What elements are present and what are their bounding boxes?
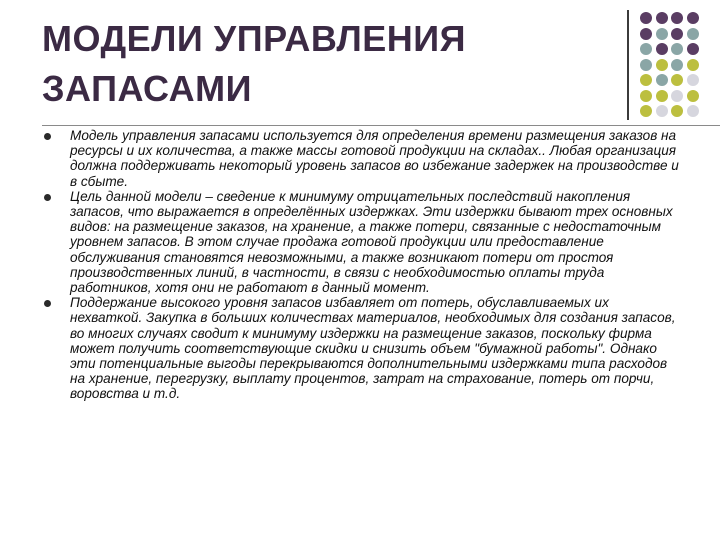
slide-title-line-1: МОДЕЛИ УПРАВЛЕНИЯ (42, 18, 467, 59)
decorative-dot (656, 74, 668, 86)
decorative-dot (671, 105, 683, 117)
bullet-text: Модель управления запасами используется для определения времени размещения заказов на ресурсы и их количества, а также массы готовой продукции на складах.. Любая организация должна поддерживать некоторый уровень запасов во избежание задержек на производстве и в сбыте. (70, 128, 679, 189)
decorative-dot (687, 90, 699, 102)
bullet-item (44, 128, 684, 189)
decorative-dot (640, 59, 652, 71)
decorative-dot (671, 28, 683, 40)
decorative-dot (687, 105, 699, 117)
bullet-dot-icon (44, 300, 51, 307)
decorative-dot (656, 105, 668, 117)
decorative-dot (687, 12, 699, 24)
decorative-dot (671, 59, 683, 71)
vertical-divider (627, 10, 629, 120)
decorative-dot (656, 90, 668, 102)
decorative-dot (687, 28, 699, 40)
decorative-dot-grid (640, 12, 720, 122)
decorative-dot (640, 12, 652, 24)
horizontal-divider (42, 125, 720, 126)
decorative-dot (640, 74, 652, 86)
decorative-dot (640, 43, 652, 55)
decorative-dot (671, 74, 683, 86)
decorative-dot (687, 59, 699, 71)
decorative-dot (656, 59, 668, 71)
decorative-dot (640, 28, 652, 40)
decorative-dot (687, 43, 699, 55)
bullet-item (44, 189, 684, 295)
bullet-dot-icon (44, 133, 51, 140)
decorative-dot (671, 90, 683, 102)
bullet-dot-icon (44, 194, 51, 201)
bullet-list (44, 128, 684, 402)
bullet-text: Цель данной модели – сведение к минимуму отрицательных последствий накопления запасов, что выражается в определённых издержках. Эти издержки бывают трех основных видов: на размещение заказов, на хранение, а также потери, связанные с недостаточным уровнем запасов. В этом случае продажа готовой продукции или предоставление обслуживания становятся невозможными, а также возникают потери от простоя производственных линий, в частности, в связи с необходимостью оплаты труда работников, хотя они не работают в данный момент. (70, 188, 673, 296)
decorative-dot (656, 12, 668, 24)
decorative-dot (640, 105, 652, 117)
decorative-dot (671, 12, 683, 24)
bullet-item (44, 295, 684, 401)
slide-title-line-2: ЗАПАСАМИ (42, 68, 253, 109)
decorative-dot (656, 43, 668, 55)
decorative-dot (687, 74, 699, 86)
decorative-dot (671, 43, 683, 55)
decorative-dot (640, 90, 652, 102)
decorative-dot (656, 28, 668, 40)
bullet-text: Поддержание высокого уровня запасов избавляет от потерь, обуславливаемых их нехваткой. Закупка в больших количествах материалов, необходимых для создания запасов, во многих случаях сводит к минимуму издержки на размещение заказов, поскольку фирма может получить соответствующие скидки и снизить объем "бумажной работы". Однако эти потенциальные выгоды перекрываются дополнительными издержками типа расходов на хранение, перегрузку, выплату процентов, затрат на страхование, потерь от порчи, воровства и т.д. (70, 295, 676, 402)
slide-title (42, 14, 602, 114)
